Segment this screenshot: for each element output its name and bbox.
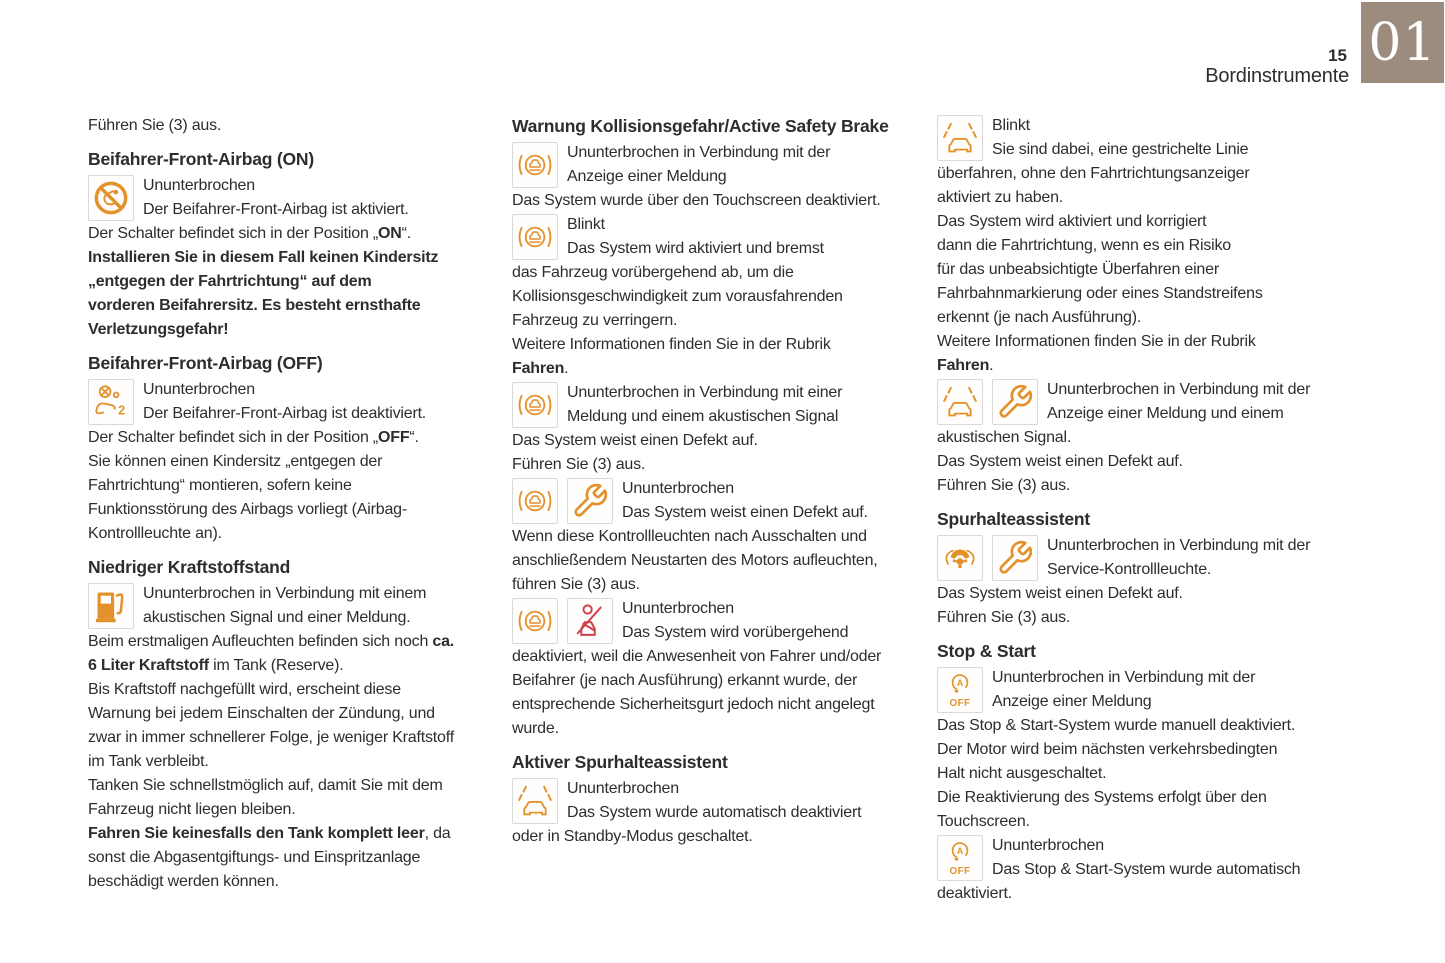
svg-text:A: A: [956, 846, 964, 857]
icon-paragraph: [512, 381, 932, 477]
text-run: Ununterbrochen: [567, 780, 679, 797]
stop-start-off-icon: [937, 667, 983, 713]
text-run: Fahren Sie keinesfalls den Tank komplett leer: [88, 825, 425, 842]
icon-paragraph: [937, 378, 1361, 498]
chapter-title: Bordinstrumente: [1205, 65, 1349, 87]
text-run: Fahren: [512, 360, 565, 377]
chapter-number-badge: [1361, 2, 1444, 83]
text-run: “.: [409, 429, 419, 446]
text-run: Warnung bei jedem Einschalten der Zündung, und: [88, 705, 435, 722]
text-run: Ununterbrochen: [143, 381, 255, 398]
text-run: Wenn diese Kontrollleuchten nach Ausschalten und: [512, 528, 867, 545]
text-run: entsprechende Sicherheitsgurt jedoch nicht angelegt: [512, 696, 875, 713]
text-run: .: [989, 357, 994, 374]
text-run: erkennt (je nach Ausführung).: [937, 309, 1142, 326]
icon-paragraph: [88, 582, 508, 894]
text-run: vorderen Beifahrersitz. Es besteht ernsthafte: [88, 297, 421, 314]
text-run: Service-Kontrollleuchte.: [1047, 561, 1212, 578]
text-run: Der Motor wird beim nächsten verkehrsbedingten: [937, 741, 1278, 758]
section-heading: Beifahrer-Front-Airbag (OFF): [88, 353, 323, 373]
text-run: Der Schalter befindet sich in der Position „: [88, 225, 379, 242]
text-run: dann die Fahrtrichtung, wenn es ein Risiko: [937, 237, 1231, 254]
text-run: Tanken Sie schnellstmöglich auf, damit Sie mit dem: [88, 777, 443, 794]
text-run: Ununterbrochen in Verbindung mit der: [992, 669, 1256, 686]
text-run: Weitere Informationen finden Sie in der Rubrik: [937, 333, 1256, 350]
text-run: akustischen Signal und einer Meldung.: [143, 609, 411, 626]
icon-paragraph: [937, 114, 1361, 378]
page-number: 15: [1328, 46, 1347, 65]
stop-start-off-icon: [937, 835, 983, 881]
text-run: überfahren, ohne den Fahrtrichtungsanzeiger: [937, 165, 1250, 182]
text-run: Ununterbrochen: [622, 600, 734, 617]
passenger-airbag-off-icon: [88, 379, 134, 425]
text-run: Halt nicht ausgeschaltet.: [937, 765, 1107, 782]
paragraph: [88, 114, 508, 138]
text-run: deaktiviert, weil die Anwesenheit von Fahrer und/oder: [512, 648, 882, 665]
text-run: deaktiviert.: [937, 885, 1012, 902]
icon-paragraph: [512, 141, 932, 213]
svg-text:OFF: OFF: [949, 697, 971, 709]
text-run: Funktionsstörung des Airbags vorliegt (Airbag-: [88, 501, 407, 518]
text-run: im Tank (Reserve).: [208, 657, 344, 674]
seatbelt-warning-icon: [567, 598, 613, 644]
svg-text:2: 2: [118, 403, 126, 418]
text-run: führen Sie (3) aus.: [512, 576, 640, 593]
text-run: Führen Sie (3) aus.: [88, 117, 222, 134]
text-run: Anzeige einer Meldung: [992, 693, 1152, 710]
text-run: oder in Standby-Modus geschaltet.: [512, 828, 753, 845]
section-heading: Niedriger Kraftstoffstand: [88, 557, 291, 577]
section-heading: Aktiver Spurhalteassistent: [512, 752, 728, 772]
icon-paragraph: [88, 378, 508, 546]
text-run: Führen Sie (3) aus.: [937, 477, 1071, 494]
section-heading: Warnung Kollisionsgefahr/Active Safety Brake: [512, 116, 889, 136]
lane-assist-icon: [937, 379, 983, 425]
icon-paragraph: [512, 597, 932, 741]
text-run: im Tank verbleibt.: [88, 753, 209, 770]
text-run: Der Beifahrer-Front-Airbag ist deaktiviert.: [143, 405, 427, 422]
icon-paragraph: [88, 174, 508, 342]
text-run: “.: [401, 225, 411, 242]
text-run: Das System wird aktiviert und korrigiert: [937, 213, 1207, 230]
column-middle: [512, 114, 932, 849]
text-run: Beim erstmaligen Aufleuchten befinden sich noch: [88, 633, 433, 650]
text-run: das Fahrzeug vorübergehend ab, um die: [512, 264, 794, 281]
text-run: Ununterbrochen in Verbindung mit der: [1047, 537, 1311, 554]
text-run: Weitere Informationen finden Sie in der Rubrik: [512, 336, 831, 353]
icon-paragraph: [937, 666, 1361, 834]
text-run: Blinkt: [567, 216, 605, 233]
text-run: Kontrollleuchte an).: [88, 525, 222, 542]
text-run: Installieren Sie in diesem Fall keinen Kindersitz: [88, 249, 439, 266]
text-run: Führen Sie (3) aus.: [512, 456, 646, 473]
svg-text:A: A: [956, 678, 964, 689]
text-run: Ununterbrochen in Verbindung mit der: [567, 144, 831, 161]
text-run: anschließendem Neustarten des Motors aufleuchten,: [512, 552, 878, 569]
text-run: „entgegen der Fahrtrichtung“ auf dem: [88, 273, 372, 290]
text-run: Ununterbrochen in Verbindung mit einer: [567, 384, 843, 401]
text-run: Anzeige einer Meldung: [567, 168, 727, 185]
text-run: Das System weist einen Defekt auf.: [512, 432, 758, 449]
text-run: Fahrbahnmarkierung oder eines Standstreifens: [937, 285, 1263, 302]
passenger-airbag-on-icon: [88, 175, 134, 221]
text-run: Anzeige einer Meldung und einem: [1047, 405, 1284, 422]
text-run: Der Beifahrer-Front-Airbag ist aktiviert.: [143, 201, 409, 218]
icon-paragraph: [937, 834, 1361, 906]
text-run: Das System weist einen Defekt auf.: [622, 504, 868, 521]
text-run: Das System weist einen Defekt auf.: [937, 453, 1183, 470]
text-run: Sie sind dabei, eine gestrichelte Linie: [992, 141, 1249, 158]
text-run: Das System weist einen Defekt auf.: [937, 585, 1183, 602]
text-run: ON: [378, 225, 402, 242]
text-run: Das System wird vorübergehend: [622, 624, 849, 641]
section-heading: Spurhalteassistent: [937, 509, 1090, 529]
svg-text:OFF: OFF: [949, 865, 971, 877]
icon-paragraph: [512, 213, 932, 381]
active-safety-brake-icon: [512, 382, 558, 428]
text-run: Das System wurde automatisch deaktiviert: [567, 804, 862, 821]
icon-paragraph: [512, 477, 932, 597]
text-run: Verletzungsgefahr!: [88, 321, 229, 338]
text-run: Der Schalter befindet sich in der Position „: [88, 429, 379, 446]
text-run: wurde.: [512, 720, 559, 737]
active-safety-brake-icon: [512, 214, 558, 260]
lane-assist-icon: [937, 115, 983, 161]
text-run: Führen Sie (3) aus.: [937, 609, 1071, 626]
active-safety-brake-icon: [512, 142, 558, 188]
text-run: OFF: [378, 429, 410, 446]
service-wrench-icon: [567, 478, 613, 524]
text-run: beschädigt werden können.: [88, 873, 279, 890]
text-run: Touchscreen.: [937, 813, 1030, 830]
text-run: Meldung und einem akustischen Signal: [567, 408, 839, 425]
steering-assist-icon: [937, 535, 983, 581]
text-run: akustischen Signal.: [937, 429, 1072, 446]
text-run: Ununterbrochen in Verbindung mit der: [1047, 381, 1311, 398]
text-run: zwar in immer schnellerer Folge, je weniger Kraftstoff: [88, 729, 454, 746]
section-heading: Beifahrer-Front-Airbag (ON): [88, 149, 314, 169]
service-wrench-icon: [992, 379, 1038, 425]
section-heading: Stop & Start: [937, 641, 1036, 661]
text-run: Das System wurde über den Touchscreen deaktiviert.: [512, 192, 881, 209]
text-run: Bis Kraftstoff nachgefüllt wird, erscheint diese: [88, 681, 401, 698]
text-run: Das Stop & Start-System wurde automatisch: [992, 861, 1301, 878]
text-run: Ununterbrochen: [622, 480, 734, 497]
text-run: Fahrzeug zu verringern.: [512, 312, 678, 329]
text-run: Fahrtrichtung“ montieren, sofern keine: [88, 477, 352, 494]
text-run: Beifahrer (je nach Ausführung) erkannt wurde, der: [512, 672, 858, 689]
text-run: ca.: [432, 633, 455, 650]
text-run: Das Stop & Start-System wurde manuell deaktiviert.: [937, 717, 1296, 734]
column-right: [937, 114, 1361, 906]
text-run: für das unbeabsichtigte Überfahren einer: [937, 261, 1219, 278]
icon-paragraph: [512, 777, 932, 849]
service-wrench-icon: [992, 535, 1038, 581]
text-run: sonst die Abgasentgiftungs- und Einspritzanlage: [88, 849, 421, 866]
text-run: Ununterbrochen: [143, 177, 255, 194]
chapter-number: 01: [1368, 12, 1437, 73]
active-safety-brake-icon: [512, 598, 558, 644]
text-run: Blinkt: [992, 117, 1030, 134]
lane-assist-icon: [512, 778, 558, 824]
text-run: Fahren: [937, 357, 990, 374]
text-run: Fahrzeug nicht liegen bleiben.: [88, 801, 296, 818]
text-run: Kollisionsgeschwindigkeit zum vorausfahrenden: [512, 288, 843, 305]
text-run: aktiviert zu haben.: [937, 189, 1064, 206]
low-fuel-icon: [88, 583, 134, 629]
text-run: Ununterbrochen in Verbindung mit einem: [143, 585, 427, 602]
text-run: .: [564, 360, 569, 377]
icon-paragraph: [937, 534, 1361, 630]
text-run: Die Reaktivierung des Systems erfolgt über den: [937, 789, 1267, 806]
text-run: Sie können einen Kindersitz „entgegen der: [88, 453, 383, 470]
text-run: Das System wird aktiviert und bremst: [567, 240, 824, 257]
text-run: 6 Liter Kraftstoff: [88, 657, 209, 674]
text-run: , da: [424, 825, 451, 842]
active-safety-brake-icon: [512, 478, 558, 524]
column-left: [88, 114, 508, 894]
text-run: Ununterbrochen: [992, 837, 1104, 854]
